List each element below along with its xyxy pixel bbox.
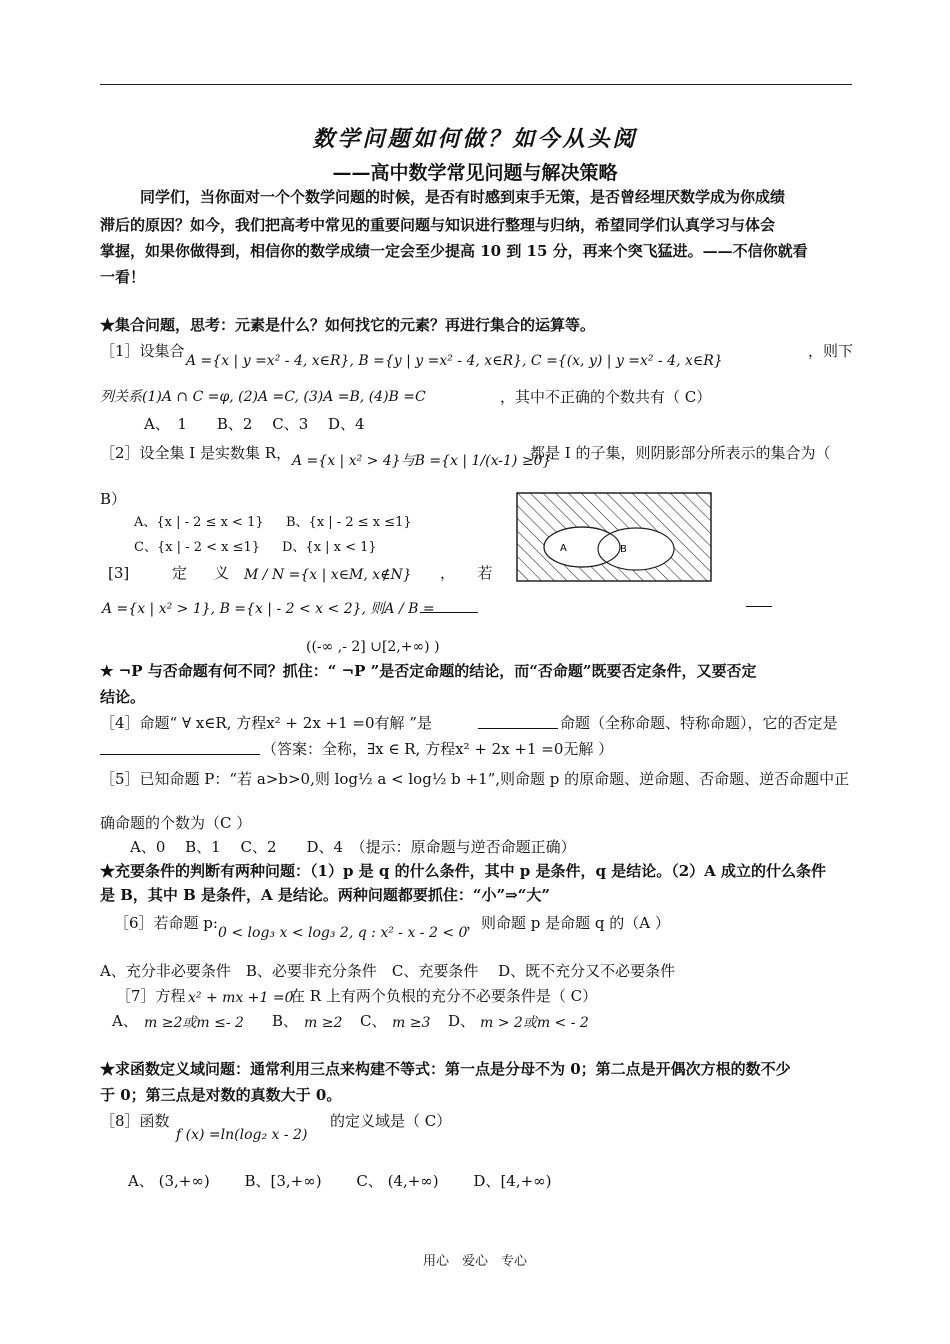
venn-diagram [516, 492, 712, 582]
page-subtitle: ——高中数学常见问题与解决策略 [332, 162, 618, 184]
q7-option-c: m ≥3 [392, 1015, 431, 1031]
venn-label-b: B [620, 544, 627, 555]
section-domain-heading: ★求函数定义域问题：通常利用三点来构建不等式：第一点是分母不为 0；第二点是开偶次方根的数不少 [100, 1060, 791, 1078]
q5-options: A、0 B、1 C、2 D、4 （提示：原命题与逆否命题正确） [130, 838, 576, 856]
q8-question: 的定义域是（ C） [330, 1112, 452, 1130]
section-negation-heading: ★ ¬P 与否命题有何不同？抓住：“ ¬P ”是否定命题的结论，而“否命题”既要否定条件，又要否定 [100, 662, 757, 680]
q4-blank-1 [478, 714, 558, 729]
section-condition-heading: ★充要条件的判断有两种问题：（1）p 是 q 的什么条件，其中 p 是条件，q 是结论。（2）A 成立的什么条件 [100, 862, 827, 880]
q2-option-a: A、{x | - 2 ≤ x < 1} [134, 515, 264, 530]
q7-option-a: m ≥2或m ≤- 2 [144, 1015, 244, 1031]
q4-blank-2 [100, 740, 260, 755]
section-domain-heading-2: 于 0；第三点是对数的真数大于 0。 [100, 1086, 342, 1104]
q3-if: ， 若 [440, 564, 493, 582]
q1-label: ［1］设集合 [100, 342, 185, 360]
q1-question: ，其中不正确的个数共有（ C） [500, 388, 712, 406]
intro-line-4: 一看！ [100, 268, 146, 286]
q6-question: ，则命题 p 是命题 q 的（A ） [466, 914, 670, 932]
q8-function: f (x) =ln(log₂ x - 2) [176, 1127, 308, 1143]
q6-label: ［6］若命题 p: [114, 914, 218, 932]
q1-relations: 列关系(1)A ∩ C =φ, (2)A =C, (3)A =B, (4)B =C [100, 389, 426, 405]
q7-option-a-label: A、 [112, 1012, 138, 1030]
venn-label-a: A [560, 543, 567, 554]
q2-answer: B） [100, 490, 127, 508]
q7-option-d-label: D、 [448, 1012, 476, 1030]
q6-options: A、充分非必要条件 B、必要非充分条件 C、充要条件 D、既不充分又不必要条件 [100, 962, 676, 980]
q7-option-c-label: C、 [360, 1012, 387, 1030]
q7-option-d: m > 2或m < - 2 [480, 1015, 589, 1031]
intro-line-1: 同学们，当你面对一个个数学问题的时候，是否有时感到束手无策，是否曾经埋厌数学成为你成绩 [140, 188, 786, 206]
q2-label: ［2］设全集 I 是实数集 R， [100, 444, 292, 462]
q8-label: ［8］函数 [100, 1112, 170, 1130]
q2-option-b: B、{x | - 2 ≤ x ≤1} [286, 515, 412, 530]
q3-answer: ((-∞ ,- 2] ∪[2,+∞) ) [306, 639, 440, 655]
q3-define: 定 义 [172, 564, 236, 582]
q6-condition: 0 < log₃ x < log₃ 2, q : x² - x - 2 < 0 [218, 925, 468, 941]
q4-answer: （答案：全称，∃x ∈ R, 方程x² + 2x +1 =0无解 ） [262, 740, 614, 758]
intro-line-2: 滞后的原因？如今，我们把高考中常见的重要问题与知识进行整理与归纳，希望同学们认真学习与体会 [100, 216, 776, 234]
section-negation-heading-2: 结论。 [100, 688, 146, 706]
intro-line-3: 掌握，如果你做得到，相信你的数学成绩一定会至少提高 10 到 15 分，再来个突飞猛进。——不信你就看 [100, 242, 808, 260]
q4-line-1: ［4］命题“ ∀ x∈R, 方程x² + 2x +1 =0有解 ”是 [100, 714, 432, 732]
q2-question: 都是 I 的子集，则阴影部分所表示的集合为（ [530, 444, 831, 462]
page-title: 数学问题如何做？如今从头阅 [312, 126, 638, 152]
q7-equation: x² + mx +1 =0 [188, 990, 294, 1006]
q2-option-d: D、{x | x < 1} [282, 540, 377, 555]
q3-blank [420, 598, 478, 613]
q3-label: [3] [108, 564, 130, 582]
q7-question: 在 R 上有两个负根的充分不必要条件是（ C） [290, 987, 598, 1005]
q2-sets: A ={x | x² > 4}与B ={x | 1/(x-1) ≥0} [292, 453, 552, 469]
q7-label: ［7］方程 [116, 987, 186, 1005]
q7-option-b-label: B、 [272, 1012, 299, 1030]
q3-definition: M / N ={x | x∈M, x∉N} [244, 567, 412, 583]
q3-sets: A ={x | x² > 1}, B ={x | - 2 < x < 2}, 则A / B = [102, 601, 435, 617]
q1-text-tail: ，则下 [808, 342, 854, 360]
q5-line-2: 确命题的个数为（C ） [100, 814, 252, 832]
section-condition-heading-2: 是 B，其中 B 是条件，A 是结论。两种问题都要抓住：“小”⇒“大” [100, 886, 550, 904]
section-sets-heading: ★集合问题，思考：元素是什么？如何找它的元素？再进行集合的运算等。 [100, 316, 596, 334]
q8-options: A、 (3,+∞) B、[3,+∞) C、 (4,+∞) D、[4,+∞) [128, 1172, 552, 1190]
page-footer: 用心 爱心 专心 [422, 1254, 527, 1269]
q2-option-c: C、{x | - 2 < x ≤1} [134, 540, 261, 555]
q5-line-1: ［5］已知命题 P：“若 a>b>0,则 log½ a < log½ b +1”,则命题 p 的原命题、逆命题、否命题、逆否命题中正 [100, 770, 850, 788]
q7-option-b: m ≥2 [304, 1015, 343, 1031]
header-rule [100, 84, 852, 85]
q1-options: A、 1 B、2 C、3 D、4 [144, 415, 365, 433]
q4-line-1-tail: 命题（全称命题、特称命题），它的否定是 [560, 714, 838, 732]
q1-sets: A ={x | y =x² - 4, x∈R}, B ={y | y =x² - 4, x∈R}, C ={(x, y) | y =x² - 4, x∈R} [186, 353, 723, 369]
q3-blank-2 [746, 592, 772, 607]
